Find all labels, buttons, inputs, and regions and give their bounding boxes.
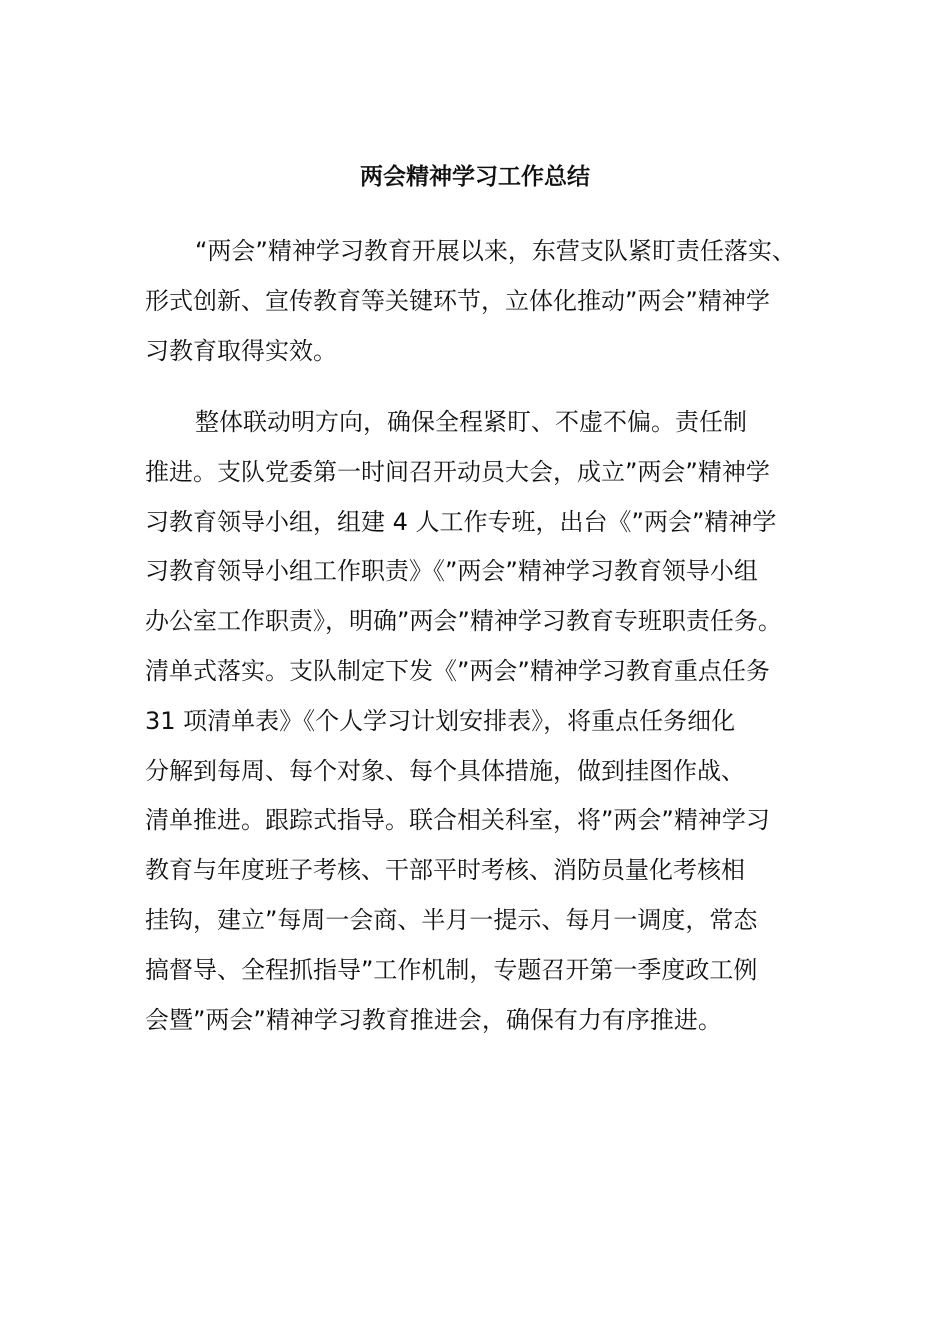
paragraph-line: 办公室工作职责》，明确”两会”精神学习教育专班职责任务。 [145,607,782,636]
paragraph-line: 推进。支队党委第一时间召开动员大会，成立”两会”精神学 [145,457,770,486]
paragraph-line: 31 项清单表》《个人学习计划安排表》，将重点任务细化 [145,706,736,735]
paragraph-body [145,398,825,1045]
paragraph-line: 搞督导、全程抓指导”工作机制，专题召开第一季度政工例 [145,955,758,984]
paragraph-line: 挂钩，建立”每周一会商、半月一提示、每月一调度，常态 [145,905,758,934]
paragraph-line: “两会”精神学习教育开展以来，东营支队紧盯责任落实、 [195,237,796,265]
paragraph-line: 习教育领导小组，组建 4 人工作专班，出台《”两会”精神学 [145,507,777,536]
paragraph-line: 教育与年度班子考核、干部平时考核、消防员量化考核相 [145,856,745,885]
paragraph-line: 习教育领导小组工作职责》《”两会”精神学习教育领导小组 [145,557,758,586]
document-title: 两会精神学习工作总结 [360,164,590,190]
paragraph-line: 清单推进。跟踪式指导。联合相关科室，将”两会”精神学习 [145,806,770,835]
paragraph-intro [145,227,825,376]
paragraph-line: 习教育取得实效。 [145,336,337,365]
paragraph-line: 形式创新、宣传教育等关键环节，立体化推动”两会”精神学 [145,286,770,315]
paragraph-line: 会暨”两会”精神学习教育推进会，确保有力有序推进。 [145,1005,722,1034]
paragraph-line: 清单式落实。支队制定下发《”两会”精神学习教育重点任务 [145,656,770,685]
paragraph-line: 分解到每周、每个对象、每个具体措施，做到挂图作战、 [145,756,745,785]
paragraph-line: 整体联动明方向，确保全程紧盯、不虚不偏。责任制 [195,408,747,436]
